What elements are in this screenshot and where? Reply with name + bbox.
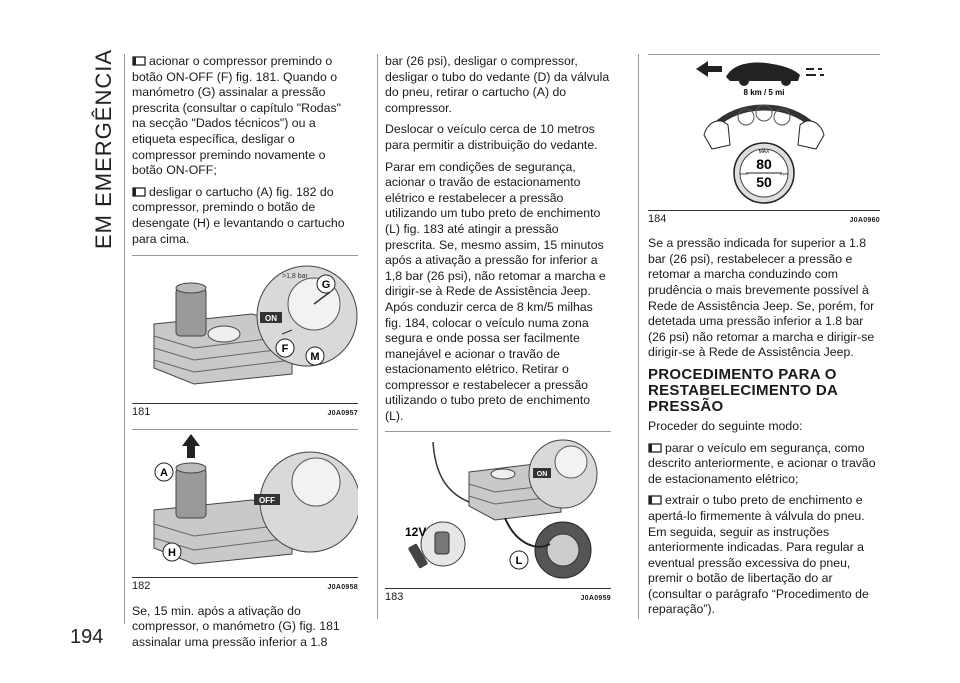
compressor-illustration xyxy=(132,256,358,398)
bullet-icon xyxy=(648,495,662,505)
column-divider xyxy=(638,54,639,619)
12v-label: 12V xyxy=(405,524,427,539)
callout-g: G xyxy=(321,279,331,292)
figure-182 xyxy=(132,429,358,595)
section-heading: PROCEDIMENTO PARA O RESTABELECIMENTO DA PRESSÃO xyxy=(648,365,838,415)
bullet-paragraph: acionar o compressor premindo o botão ON-OFF (F) fig. 181. Quando o manómetro (G) assinalar a pressão prescrita (consultar o capítulo "Rodas" na secção "Dados técnicos") ou a etiqueta específica, desligar o compressor premindo novamente o botão ON-OFF; xyxy=(132,54,341,178)
pressure-label: >1,8 bar xyxy=(282,273,308,281)
paragraph: Se a pressão indicada for superior a 1.8 bar (26 psi), restabelecer a pressão e retomar a marcha conduzindo com prudência o mais brevemente possível à Rede de Assistência Jeep. Se, porém, for detetada uma pressão inferior a 1.8 bar (26 psi) não retomar a marcha e dirigir-se dirigir-se à Rede de Assistência Jeep. xyxy=(648,236,875,360)
on-label: ON xyxy=(536,470,548,478)
figure-183 xyxy=(385,431,611,607)
callout-m: M xyxy=(310,351,320,364)
inflation-illustration xyxy=(385,432,611,584)
paragraph: Parar em condições de segurança, acionar o travão de estacionamento elétrico e restabelecer a pressão utilizando um tubo preto de enchimento (L) fig. 183 até atingir a pressão prescrita. Se, mesmo assim, 15 minutos após a ativação a pressão for inferior a 1,8 bar (26 psi), não retomar a marcha e dirigir-se à Rede de Assistência Jeep. Após conduzir cerca de 8 km/5 milhas fig. 184, colocar o veículo numa zona segura e onde possa ser facilmente manejável e acionar o travão de estacionamento elétrico. Retirar o compressor e restabelecer a pressão utilizando o tubo preto de enchimento (L). xyxy=(385,159,606,424)
compressor-cartridge-illustration xyxy=(132,430,358,572)
callout-f: F xyxy=(281,343,289,356)
column-1 xyxy=(132,54,358,656)
unit-mph: mph xyxy=(780,171,788,176)
distance-label: 8 km / 5 mi xyxy=(743,88,785,97)
paragraph: Deslocar o veículo cerca de 10 metros para permitir a distribuição do vedante. xyxy=(385,122,598,152)
column-2 xyxy=(385,54,611,615)
callout-h: H xyxy=(168,547,176,560)
bullet-paragraph: parar o veículo em segurança, como descrito anteriormente, e acionar o travão de estacionamento elétrico; xyxy=(648,440,876,486)
bullet-paragraph: desligar o cartucho (A) fig. 182 do compressor, premindo o botão de desengate (H) e levantando o cartucho para cima. xyxy=(132,184,345,246)
bullet-icon xyxy=(132,56,146,66)
paragraph: bar (26 psi), desligar o compressor, desligar o tubo do vedante (D) da válvula do pneu, retirar o cartucho (A) do compressor. xyxy=(385,54,610,115)
max-label: MAX xyxy=(758,149,770,155)
figure-184 xyxy=(648,54,880,228)
page-number: 194 xyxy=(70,626,104,648)
column-3 xyxy=(648,54,880,624)
figure-caption: 184 J0A0960 xyxy=(648,210,880,229)
callout-l: L xyxy=(515,554,523,567)
figure-caption: 183 J0A0959 xyxy=(385,588,611,607)
bullet-icon xyxy=(132,187,146,197)
distance-speed-illustration xyxy=(648,55,880,205)
section-title: EM EMERGÊNCIA xyxy=(91,48,116,250)
figure-caption: 181 J0A0957 xyxy=(132,403,358,422)
speed-50: 50 xyxy=(756,174,772,190)
speed-80: 80 xyxy=(756,156,772,172)
figure-181 xyxy=(132,255,358,421)
bullet-paragraph: extrair o tubo preto de enchimento e apertá-lo firmemente à válvula do pneu. Em seguida, seguir as instruções anteriormente indicadas. Para regular a eventual pressão excessiva do pneu, premir o botão de libertação do ar (consultar o parágrafo “Procedimento de reparação”). xyxy=(648,493,869,617)
paragraph: Se, 15 min. após a ativação do compressor, o manómetro (G) fig. 181 assinalar uma pressão inferior a 1.8 xyxy=(132,603,340,649)
column-divider xyxy=(377,54,378,619)
side-rule xyxy=(124,54,125,624)
unit-kmh: km/h xyxy=(739,171,749,176)
on-label: ON xyxy=(265,314,277,324)
bullet-icon xyxy=(648,443,662,453)
callout-a: A xyxy=(160,467,168,480)
figure-caption: 182 J0A0958 xyxy=(132,577,358,596)
off-label: OFF xyxy=(259,496,275,506)
paragraph: Proceder do seguinte modo: xyxy=(648,418,803,433)
